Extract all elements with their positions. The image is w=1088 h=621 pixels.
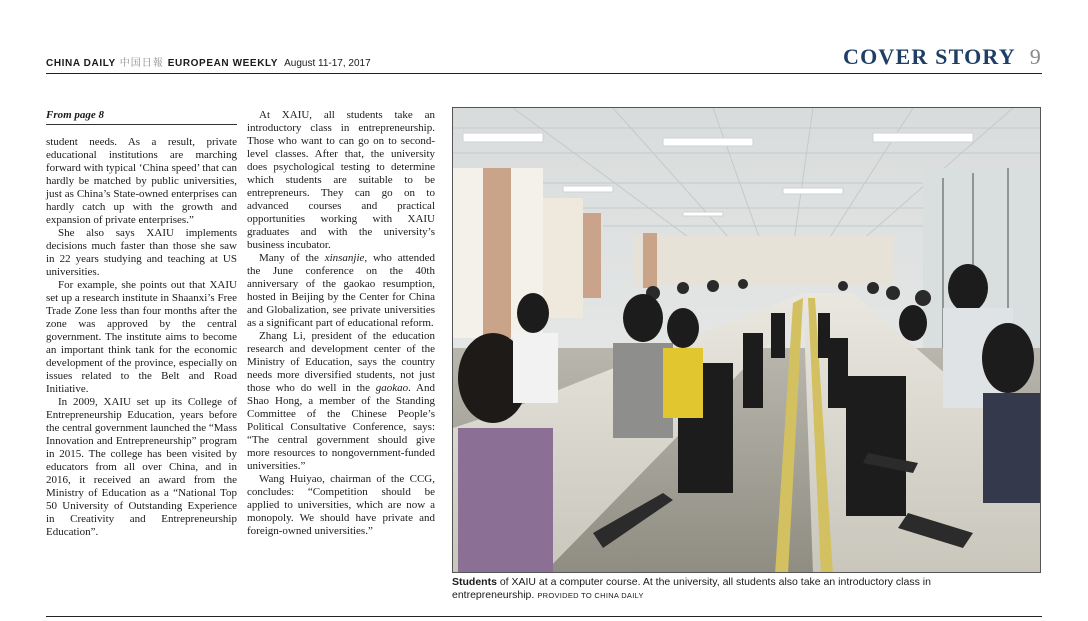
- masthead-left: [46, 54, 371, 69]
- caption-lead: Students: [452, 576, 497, 588]
- article-column-2: [247, 109, 435, 538]
- article-column-1: [46, 109, 237, 539]
- paragraph: Many of the xinsanjie, who attended the June conference on the 40th anniversary of the gaokao resumption, hosted in Beijing by the Center for China and Globalization, see private universities as a significant part of educational reform.: [247, 252, 435, 329]
- paragraph: For example, she points out that XAIU set up a research institute in Shaanxi’s Free Trade Zone less than four months after the zone was approved by the central government. The institute aims to become an important think tank for the economic development of the province, especially on issues related to the Belt and Road Initiative.: [46, 279, 237, 395]
- page-number: 9: [1029, 44, 1042, 69]
- classroom-photo-illustration: [453, 108, 1041, 573]
- header-rule: [46, 73, 1042, 74]
- continued-from: [46, 109, 237, 125]
- section-title: [843, 44, 1042, 70]
- paragraph: Zhang Li, president of the education research and development center of the Ministry of Education, says the country needs more diversified students, not just those who do well in the gaokao. And Shao Hong, a member of the Standing Committee of the Chinese People’s Political Consultative Conference, says: “The central government should give more resources to nongovernment-funded universities.”: [247, 330, 435, 472]
- photo-credit: PROVIDED TO CHINA DAILY: [537, 591, 644, 600]
- issue-date: August 11-17, 2017: [284, 58, 371, 69]
- edition-name: EUROPEAN WEEKLY: [167, 58, 279, 69]
- caption-text: of XAIU at a computer course. At the university, all students also take an introductory class in entrepreneurship.: [452, 576, 931, 601]
- paragraph: She also says XAIU implements decisions much faster than those she saw in 22 years studying and teaching at US universities.: [46, 227, 237, 278]
- photo-caption: [452, 576, 1012, 602]
- masthead: [46, 46, 1042, 76]
- paragraph: At XAIU, all students take an introductory class in entrepreneurship. Those who want to can go on to second-level classes. After that, the university does psychological testing to determine which students are suitable to be entrepreneurs. They can go on to advanced courses and practical opportunities working with XAIU graduates and with the university’s business incubator.: [247, 109, 435, 251]
- section-name: COVER STORY: [843, 44, 1016, 69]
- paragraph: student needs. As a result, private educational institutions are marching forward with typical ‘China speed’ that can hardly be matched by public universities, just as China’s State-owned enterprises can hardly catch up with the growth and expansion of private enterprises.”: [46, 136, 237, 226]
- paragraph: In 2009, XAIU set up its College of Entrepreneurship Education, years before the central government launched the “Mass Innovation and Entrepreneurship” program in 2015. The college has been visited by educators from all over China, and in 2016, it received an award from the Ministry of Education as a “National Top 50 University of Outstanding Experience in Creativity and Entrepreneurship Education”.: [46, 396, 237, 538]
- continued-rule: [46, 124, 237, 125]
- continued-from-label: From page 8: [46, 109, 105, 121]
- footer-rule: [46, 616, 1042, 617]
- paper-name: CHINA DAILY: [46, 58, 116, 69]
- paper-name-cn: 中国日報: [119, 58, 164, 69]
- classroom-photo: [452, 107, 1041, 573]
- paragraph: Wang Huiyao, chairman of the CCG, concludes: “Competition should be applied to universities, which are now a monopoly. We should have private and foreign-owned universities.”: [247, 473, 435, 537]
